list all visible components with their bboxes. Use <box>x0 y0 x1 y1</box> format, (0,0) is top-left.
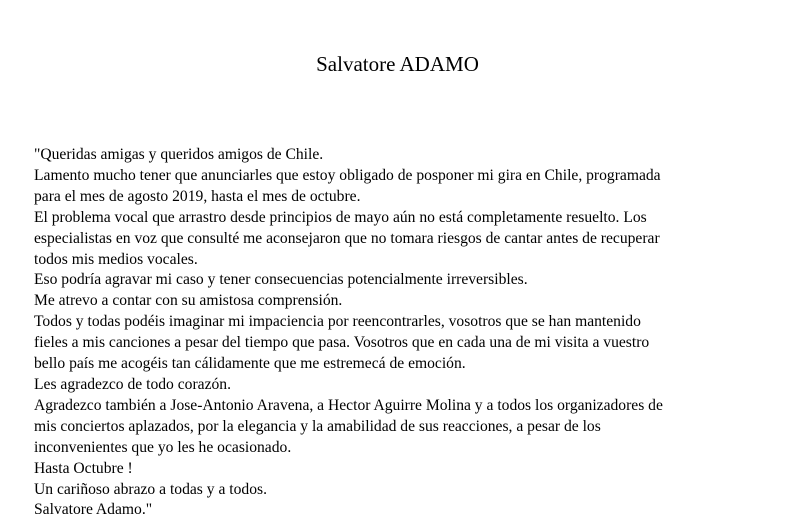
letter-line: Lamento mucho tener que anunciarles que estoy obligado de posponer mi gira en Chile, programada <box>34 166 661 184</box>
letter-line: Salvatore Adamo." <box>34 501 153 519</box>
letter-line: Agradezco también a Jose-Antonio Aravena, a Hector Aguirre Molina y a todos los organizadores de <box>34 396 663 414</box>
letter-line: "Queridas amigas y queridos amigos de Chile. <box>34 146 324 163</box>
letter-line: El problema vocal que arrastro desde principios de mayo aún no está completamente resuelto. Los <box>34 208 647 226</box>
letter-line: bello país me acogéis tan cálidamente que me estremecá de emoción. <box>34 355 466 373</box>
letter-line: especialistas en voz que consulté me aconsejaron que no tomara riesgos de cantar antes de recuperar <box>34 229 660 247</box>
letter-line: Me atrevo a contar con su amistosa comprensión. <box>34 292 343 310</box>
letter-body <box>34 145 774 521</box>
letter-line: todos mis medios vocales. <box>34 250 198 268</box>
letter-line: Todos y todas podéis imaginar mi impaciencia por reencontrarles, vosotros que se han mantenido <box>34 313 641 331</box>
letter-line: para el mes de agosto 2019, hasta el mes de octubre. <box>34 187 361 205</box>
letter-line: Un cariñoso abrazo a todas y a todos. <box>34 480 267 498</box>
letter-line: Hasta Octubre ! <box>34 459 133 477</box>
letter-line: Les agradezco de todo corazón. <box>34 375 231 393</box>
letter-line: inconvenientes que yo les he ocasionado. <box>34 438 292 456</box>
letter-line: mis conciertos aplazados, por la elegancia y la amabilidad de sus reacciones, a pesar de los <box>34 417 601 435</box>
letter-line: Eso podría agravar mi caso y tener consecuencias potencialmente irreversibles. <box>34 271 528 289</box>
letter-line: fieles a mis canciones a pesar del tiempo que pasa. Vosotros que en cada una de mi visita a vuestro <box>34 334 650 352</box>
document-title: Salvatore ADAMO <box>316 52 479 76</box>
